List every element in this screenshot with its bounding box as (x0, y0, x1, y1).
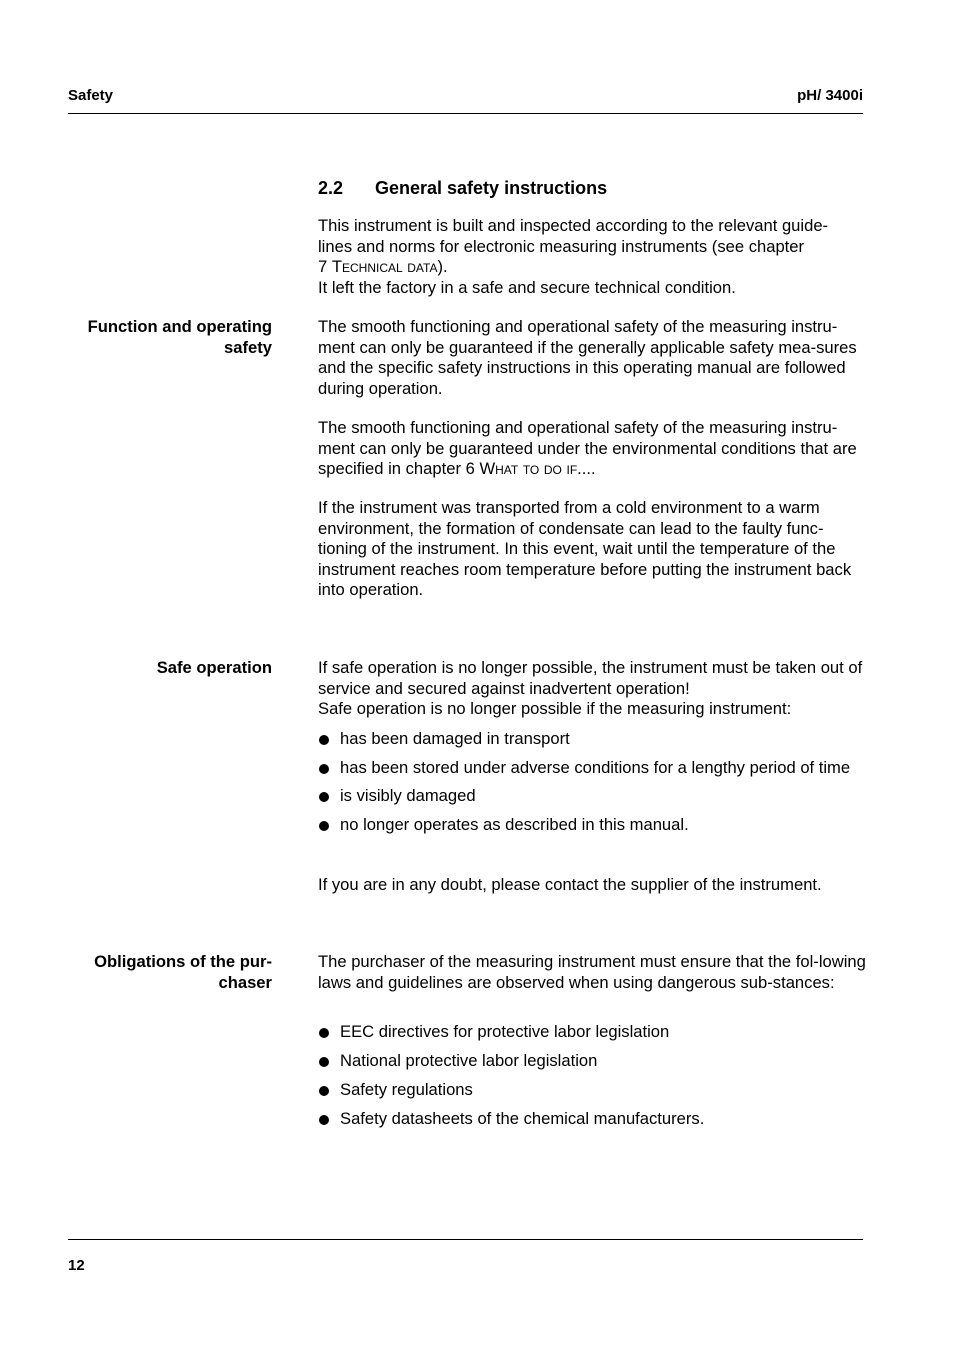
obligations-paragraph: The purchaser of the measuring instrument must ensure that the fol-lowing laws and guidelines are observed when using dangerous sub-stances: (318, 952, 866, 992)
safe-operation-list (318, 729, 866, 836)
chapter-ref-what-to-do-if: What to do if (479, 459, 578, 479)
header-section-title: Safety (68, 87, 114, 104)
list-item: has been stored under adverse conditions for a lengthy period of time (318, 758, 866, 779)
obligations-list (318, 1022, 866, 1130)
side-heading-line-2: chaser (218, 972, 272, 992)
section-title: General safety instructions (375, 178, 608, 198)
side-heading-line-1: Function and operating (87, 317, 272, 336)
bullet-icon (319, 1086, 329, 1096)
side-heading-safe-operation: Safe operation (156, 658, 272, 677)
side-heading-line-2: safety (224, 337, 272, 357)
bullet-icon (319, 1057, 329, 1067)
list-item: is visibly damaged (318, 786, 866, 807)
bullet-icon (319, 735, 329, 745)
safe-operation-paragraph-1: If safe operation is no longer possible, the instrument must be taken out of service and secured against inadvertent operation! (318, 658, 863, 698)
list-item: National protective labor legislation (318, 1051, 866, 1072)
function-safety-paragraph-2 (318, 418, 866, 480)
bullet-icon (319, 1115, 329, 1125)
intro-line-1: This instrument is built and inspected according to the relevant guide- (318, 216, 829, 235)
list-item: EEC directives for protective labor legislation (318, 1022, 866, 1043)
footer-rule (68, 1239, 863, 1240)
side-heading-obligations (40, 952, 272, 993)
p2-ellipsis: .... (577, 459, 596, 479)
chapter-ref-technical-data: Technical data (331, 257, 438, 277)
intro-line-2: lines and norms for electronic measuring instruments (see chapter (318, 236, 805, 256)
intro-chapter-num: 7 (318, 257, 332, 277)
side-heading-function-safety (40, 317, 272, 358)
function-safety-paragraph-1: The smooth functioning and operational safety of the measuring instru-ment can only be guaranteed if the generally applicable safety mea-sures and the specific safety instructions in this operating manual are followed during operation. (318, 317, 857, 398)
list-item: no longer operates as described in this manual. (318, 815, 866, 836)
side-heading-line-1: Obligations of the pur- (94, 952, 272, 971)
bullet-icon (319, 792, 329, 802)
bullet-icon (319, 1028, 329, 1038)
intro-paragraph (318, 216, 866, 298)
section-number: 2.2 (318, 178, 344, 198)
safe-operation-paragraph-2: Safe operation is no longer possible if the measuring instrument: (318, 699, 792, 719)
list-item: Safety datasheets of the chemical manufacturers. (318, 1109, 866, 1130)
header-product-name: pH/ 3400i (797, 87, 863, 104)
bullet-icon (319, 764, 329, 774)
list-item: has been damaged in transport (318, 729, 866, 750)
intro-line-3 (318, 257, 866, 278)
header-rule (68, 113, 863, 114)
page-number: 12 (68, 1257, 85, 1274)
safe-operation-block (318, 658, 866, 720)
bullet-icon (319, 821, 329, 831)
intro-line-3-end: ). (437, 257, 448, 277)
intro-line-4: It left the factory in a safe and secure technical condition. (318, 277, 736, 297)
safe-operation-closing: If you are in any doubt, please contact the supplier of the instrument. (318, 875, 822, 894)
function-safety-paragraph-3: If the instrument was transported from a cold environment to a warm environment, the formation of condensate can lead to the faulty func-tioning of the instrument. In this event, wait until the temperature of the instrument reaches room temperature before putting the instrument back into operation. (318, 498, 852, 600)
list-item: Safety regulations (318, 1080, 866, 1101)
p2-text: The smooth functioning and operational safety of the measuring instru-ment can only be guaranteed under the environmental conditions that are specified in chapter 6 (318, 418, 857, 479)
